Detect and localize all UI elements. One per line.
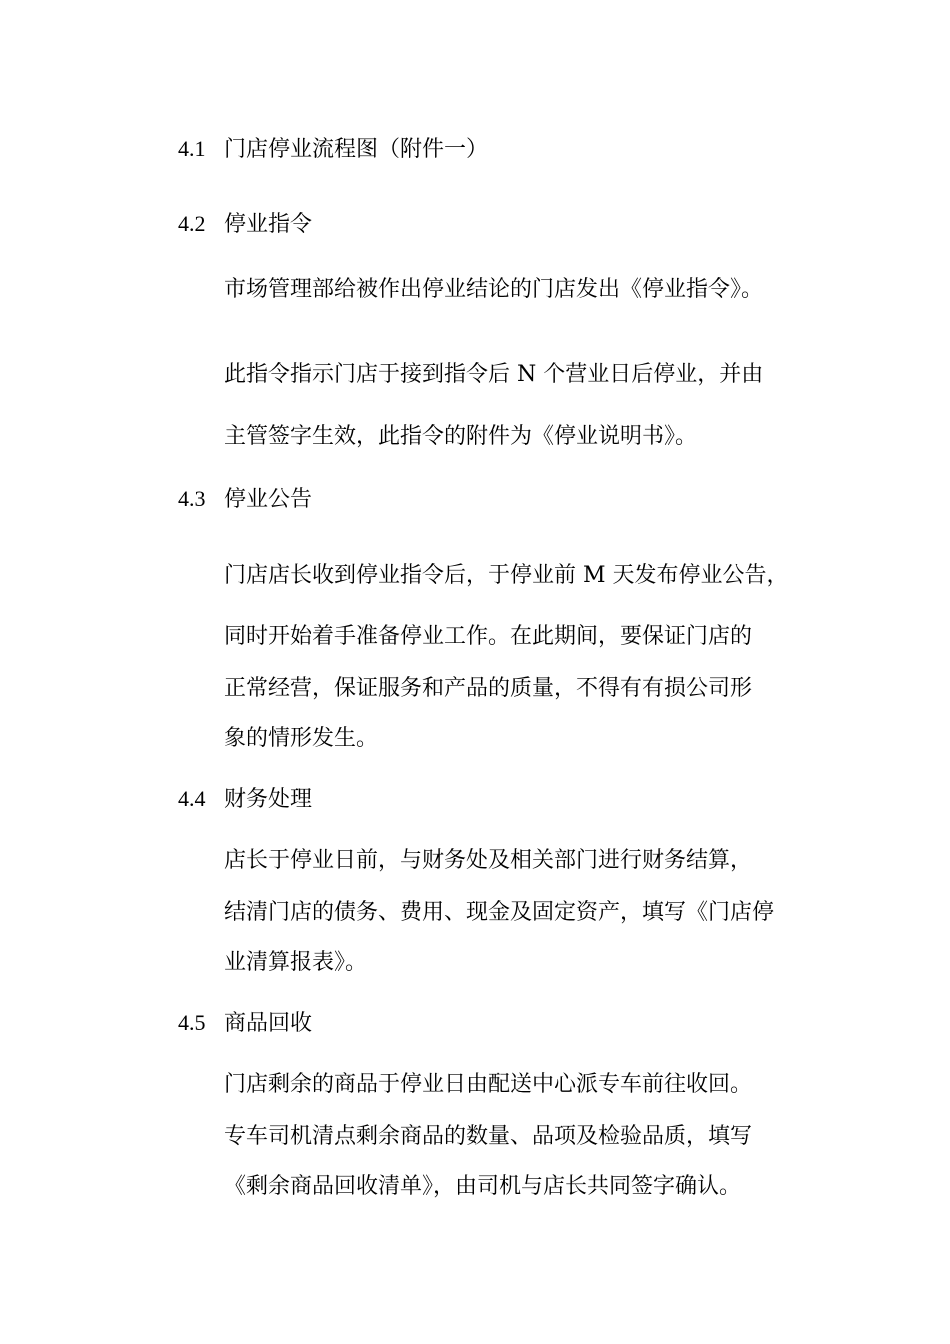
paragraph-line: 同时开始着手准备停业工作。在此期间，要保证门店的 (224, 624, 753, 649)
section-heading-4-3 (178, 484, 312, 515)
section-title: 门店停业流程图（附件一） (224, 137, 489, 162)
paragraph-line: 业清算报表》。 (224, 950, 368, 975)
section-heading-4-4 (178, 784, 312, 815)
section-heading-4-1 (178, 134, 488, 165)
paragraph-line: 此指令指示门店于接到指令后 N 个营业日后停业，并由 (224, 362, 764, 387)
paragraph-line: 门店店长收到停业指令后，于停业前 M 天发布停业公告， (224, 563, 789, 588)
paragraph-line: 《剩余商品回收清单》，由司机与店长共同签字确认。 (224, 1174, 742, 1199)
section-title: 商品回收 (224, 1011, 313, 1036)
section-number: 4.4 (178, 786, 206, 811)
paragraph-line: 象的情形发生。 (224, 726, 379, 751)
paragraph-line: 门店剩余的商品于停业日由配送中心派专车前往收回。 (224, 1072, 753, 1097)
section-number: 4.3 (178, 486, 206, 511)
paragraph-line: 店长于停业日前，与财务处及相关部门进行财务结算， (224, 848, 753, 873)
section-number: 4.2 (178, 211, 206, 236)
section-heading-4-5 (178, 1008, 312, 1039)
paragraph-line: 主管签字生效，此指令的附件为《停业说明书》。 (224, 424, 698, 449)
paragraph-line: 专车司机清点剩余商品的数量、品项及检验品质，填写 (224, 1124, 753, 1149)
section-title: 停业公告 (224, 487, 313, 512)
paragraph-line: 正常经营，保证服务和产品的质量，不得有有损公司形 (224, 676, 753, 701)
section-title: 停业指令 (224, 212, 313, 237)
paragraph-line: 结清门店的债务、费用、现金及固定资产，填写《门店停 (224, 900, 775, 925)
section-number: 4.1 (178, 136, 206, 161)
section-number: 4.5 (178, 1010, 206, 1035)
paragraph-line: 市场管理部给被作出停业结论的门店发出《停业指令》。 (224, 277, 764, 302)
section-heading-4-2 (178, 209, 312, 240)
section-title: 财务处理 (224, 787, 313, 812)
